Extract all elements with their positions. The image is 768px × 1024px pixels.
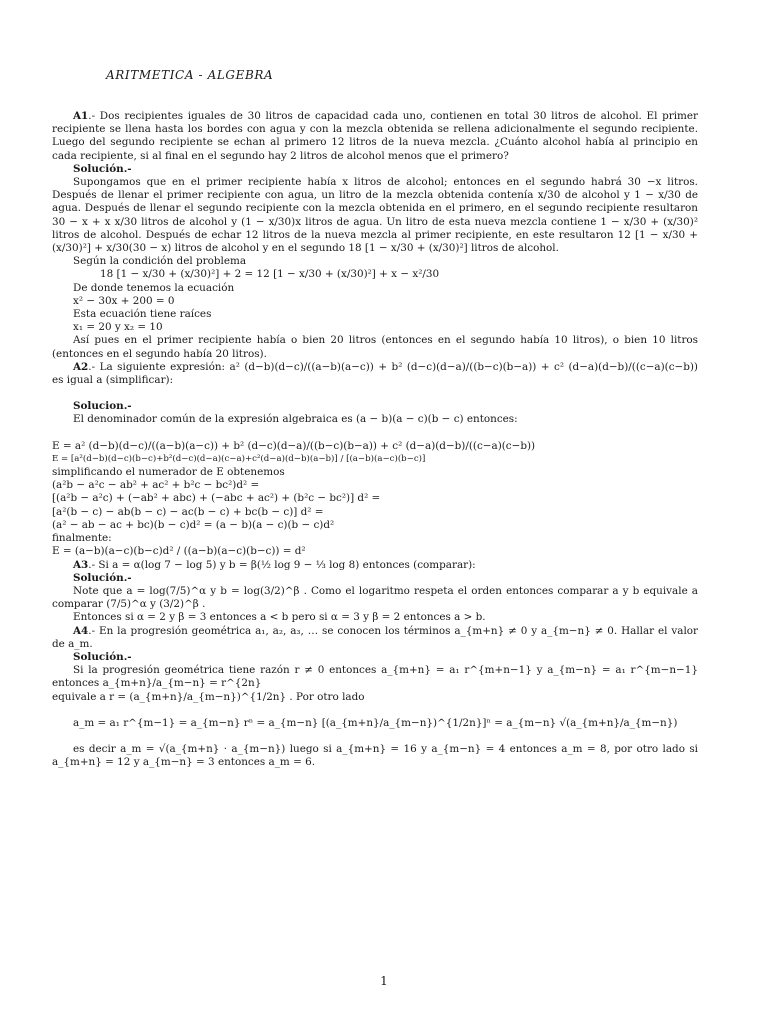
- problem-a1-condition-equation: 18 [1 − x/30 + (x/30)²] + 2 = 12 [1 − x/30 + (x/30)²] + x − x²/30: [100, 268, 440, 281]
- problem-a4-am-equation: a_m = a₁ r^{m−1} = a_{m−n} rⁿ = a_{m−n} [(a_{m+n}/a_{m−n})^{1/2n}]ⁿ = a_{m−n} √(a_{m+n}/a_{m−n}): [73, 716, 678, 729]
- problem-a1-roots-intro: Esta ecuación tiene raíces: [73, 308, 212, 321]
- page-header: ARITMETICA - ALGEBRA: [106, 68, 274, 82]
- problem-a2-e-line2: E = [a²(d−b)(d−c)(b−c)+b²(d−c)(d−a)(c−a)+c²(d−a)(d−b)(a−b)] / [(a−b)(a−c)(b−c)]: [52, 453, 426, 464]
- problem-a3-conclusion: Entonces si α = 2 y β = 3 entonces a < b pero si α = 3 y β = 2 entonces a > b.: [73, 611, 486, 624]
- problem-a2-step4: (a² − ab − ac + bc)(b − c)d² = (a − b)(a − c)(b − c)d²: [52, 518, 335, 531]
- problem-a3-note: Note que a = log(7/5)^α y b = log(3/2)^β . Como el logaritmo respeta el orden entonces comparar a y b equivale a comparar (7/5)^α y (3/2)^β .: [52, 584, 698, 611]
- problem-a1-equation: x² − 30x + 200 = 0: [73, 294, 175, 307]
- problem-a1-conclusion: Así pues en el primer recipiente había o bien 20 litros (entonces en el segundo había 10 litros), o bien 10 litros (entonces en el segundo había 20 litros).: [52, 334, 698, 360]
- problem-a4-solution-label: Solución.-: [73, 650, 132, 663]
- problem-a2-final-label: finalmente:: [52, 532, 112, 545]
- problem-a2-final-equation: E = (a−b)(a−c)(b−c)d² / ((a−b)(a−c)(b−c)) = d²: [52, 545, 306, 558]
- problem-a2-step1: (a²b − a²c − ab² + ac² + b²c − bc²)d² =: [52, 479, 260, 492]
- spacer: [52, 427, 698, 440]
- problem-a1-roots: x₁ = 20 y x₂ = 10: [73, 321, 163, 334]
- problem-a3-statement: A3.- Si a = α(log 7 − log 5) y b = β(½ log 9 − ⅓ log 8) entonces (comparar):: [73, 558, 476, 571]
- problem-a3-label: A3: [73, 558, 89, 571]
- problem-a3-solution-label: Solución.-: [73, 571, 132, 584]
- problem-a1-equation-intro: De donde tenemos la ecuación: [73, 281, 235, 294]
- problem-a2-denominator-text: El denominador común de la expresión algebraica es (a − b)(a − c)(b − c) entonces:: [73, 413, 518, 426]
- problem-a4-equiv-text: equivale a r = (a_{m+n}/a_{m−n})^{1/2n} . Por otro lado: [52, 690, 365, 703]
- problem-a4-ratio-text: Si la progresión geométrica tiene razón r ≠ 0 entonces a_{m+n} = a₁ r^{m+n−1} y a_{m−n} = a₁ r^{m−n−1} entonces a_{m+n}/a_{m−n} = r^{2n}: [52, 664, 698, 690]
- problem-a4-conclusion: es decir a_m = √(a_{m+n} · a_{m−n}) luego si a_{m+n} = 16 y a_{m−n} = 4 entonces a_m = 8, por otro lado si a_{m+n} = 12 y a_{m−n} = 3 entonces a_m = 6.: [52, 742, 698, 769]
- page-number: 1: [380, 974, 388, 988]
- problem-a2-label: A2: [73, 360, 89, 373]
- spacer: [52, 387, 698, 400]
- problem-a1-solution-body: Supongamos que en el primer recipiente había x litros de alcohol; entonces en el segundo habrá 30 −x litros. Después de llenar el primer recipiente con agua, un litro de la mezcla obtenida contenía x/30 de alcohol y 1 − x/30 de agua. Después de llenar el segundo recipiente con la mezcla obtenida en el primero, en el segundo recipiente resultaron 30 − x + x x/30 litros de alcohol y (1 − x/30)x litros de agua. Un litro de esta nueva mezcla contiene 1 − x/30 + (x/30)² litros de alcohol. Después de echar 12 litros de la nueva mezcla al primer recipiente, en este resultaron 12 [1 − x/30 + (x/30)²] + x/30(30 − x) litros de alcohol y en el segundo 18 [1 − x/30 + (x/30)²] litros de alcohol.: [52, 176, 698, 255]
- problem-a2-statement: A2.- La siguiente expresión: a² (d−b)(d−c)/((a−b)(a−c)) + b² (d−c)(d−a)/((b−c)(b−a)) + c² (d−a)(d−b)/((c−a)(c−b)) es igual a (simplificar):: [52, 360, 698, 387]
- spacer: [52, 704, 698, 717]
- page-content: [52, 110, 698, 769]
- problem-a2-e-line1: E = a² (d−b)(d−c)/((a−b)(a−c)) + b² (d−c)(d−a)/((b−c)(b−a)) + c² (d−a)(d−b)/((c−a)(c−b)): [52, 439, 536, 452]
- problem-a2-solution-label: Solucion.-: [73, 400, 132, 413]
- problem-a1-solution-label: Solución.-: [73, 162, 132, 175]
- spacer: [52, 730, 698, 743]
- problem-a2-simplify-text: simplificando el numerador de E obtenemos: [52, 466, 285, 479]
- problem-a1-label: A1: [73, 110, 89, 122]
- problem-a2-step2: [(a²b − a²c) + (−ab² + abc) + (−abc + ac²) + (b²c − bc²)] d² =: [52, 492, 381, 505]
- problem-a4-statement: A4.- En la progresión geométrica a₁, a₂, a₃, … se conocen los términos a_{m+n} ≠ 0 y a_{m−n} ≠ 0. Hallar el valor de a_m.: [52, 624, 698, 650]
- problem-a4-label: A4: [73, 624, 89, 637]
- problem-a1-condition-intro: Según la condición del problema: [73, 255, 247, 268]
- problem-a2-step3: [a²(b − c) − ab(b − c) − ac(b − c) + bc(b − c)] d² =: [52, 505, 324, 518]
- problem-a1-statement: A1.- Dos recipientes iguales de 30 litros de capacidad cada uno, contienen en total 30 litros de alcohol. El primer recipiente se llena hasta los bordes con agua y con la mezcla obtenida se rellena adicionalmente el segundo recipiente. Luego del segundo recipiente se echan al primero 12 litros de la nueva mezcla. ¿Cuánto alcohol había al principio en cada recipiente, si al final en el segundo hay 2 litros de alcohol menos que el primero?: [52, 110, 698, 162]
